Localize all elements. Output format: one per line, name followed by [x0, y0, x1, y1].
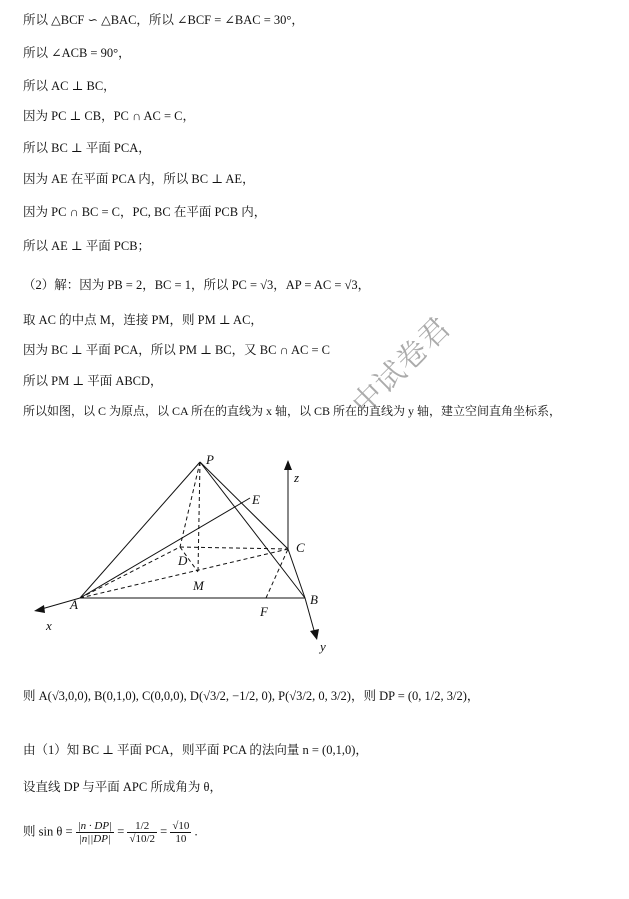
line-6: 因为 AE 在平面 PCA 内，所以 BC ⊥ AE，	[23, 172, 255, 186]
label-x: x	[46, 618, 52, 633]
fraction-1	[76, 820, 114, 845]
edge-AD	[80, 547, 180, 598]
fraction-2	[127, 820, 157, 845]
edge-PD	[180, 462, 200, 547]
edge-FC	[266, 549, 288, 598]
edge-BC	[288, 549, 305, 598]
sin-theta-equation	[23, 820, 198, 845]
line-7: 因为 PC ∩ BC = C，PC, BC 在平面 PCB 内，	[23, 205, 267, 219]
edge-PA	[80, 462, 200, 598]
line-5: 所以 BC ⊥ 平面 PCA，	[23, 141, 151, 155]
label-M: M	[193, 578, 204, 593]
label-B: B	[310, 592, 318, 607]
fraction-2-num: 1/2	[127, 820, 157, 833]
fraction-3-den: 10	[175, 833, 187, 845]
fraction-1-num: |n · DP|	[77, 820, 113, 832]
eq-sign-2: =	[160, 824, 168, 839]
line-8: 所以 AE ⊥ 平面 PCB；	[23, 239, 151, 253]
line-9: （2）解：因为 PB = 2，BC = 1，所以 PC = √3，AP = AC = √3，	[23, 278, 371, 292]
line-11: 因为 BC ⊥ 平面 PCA，所以 PM ⊥ BC，又 BC ∩ AC = C	[23, 343, 331, 357]
line-16: 设直线 DP 与平面 APC 所成角为 θ，	[23, 780, 222, 794]
edge-PB	[200, 462, 305, 598]
label-A: A	[70, 597, 78, 612]
eq-lhs: 则 sin θ =	[23, 824, 73, 839]
label-z: z	[294, 470, 300, 485]
line-12: 所以 PM ⊥ 平面 ABCD，	[23, 374, 163, 388]
label-C: C	[296, 540, 305, 555]
line-4: 因为 PC ⊥ CB，PC ∩ AC = C，	[23, 109, 195, 123]
y-arrow-icon	[310, 629, 319, 640]
line-13: 所以如图，以 C 为原点，以 CA 所在的直线为 x 轴，以 CB 所在的直线为 y 轴，建立空间直角坐标系，	[23, 404, 562, 418]
edge-PM	[198, 462, 200, 572]
label-E: E	[252, 492, 260, 507]
label-y: y	[320, 639, 326, 654]
watermark: 中试卷君	[345, 309, 459, 423]
fraction-1-den: |n||DP|	[78, 833, 111, 845]
line-1: 所以 △BCF ∽ △BAC，所以 ∠BCF = ∠BAC = 30°，	[23, 13, 304, 27]
edge-PC	[200, 462, 288, 549]
geometry-figure	[30, 452, 350, 662]
line-14: 则 A(√3,0,0), B(0,1,0), C(0,0,0), D(√3/2, −1/2, 0), P(√3/2, 0, 3/2)，则 DP = (0, 1/2, 3/2)，	[23, 689, 480, 703]
line-10: 取 AC 的中点 M，连接 PM，则 PM ⊥ AC，	[23, 313, 263, 327]
eq-sign-1: =	[117, 824, 125, 839]
edge-DC	[180, 547, 288, 549]
fraction-3-num: √10	[172, 820, 190, 832]
x-arrow-icon	[34, 605, 45, 613]
fraction-3	[170, 820, 191, 845]
line-15: 由（1）知 BC ⊥ 平面 PCA，则平面 PCA 的法向量 n = (0,1,0)，	[23, 743, 368, 757]
label-F: F	[260, 604, 268, 619]
eq-tail: .	[194, 824, 198, 839]
label-D: D	[178, 553, 188, 568]
line-3: 所以 AC ⊥ BC，	[23, 79, 116, 93]
line-2: 所以 ∠ACB = 90°，	[23, 46, 131, 60]
fraction-2-den: √10/2	[129, 833, 155, 845]
z-arrow-icon	[284, 460, 292, 470]
label-P: P	[206, 452, 214, 467]
